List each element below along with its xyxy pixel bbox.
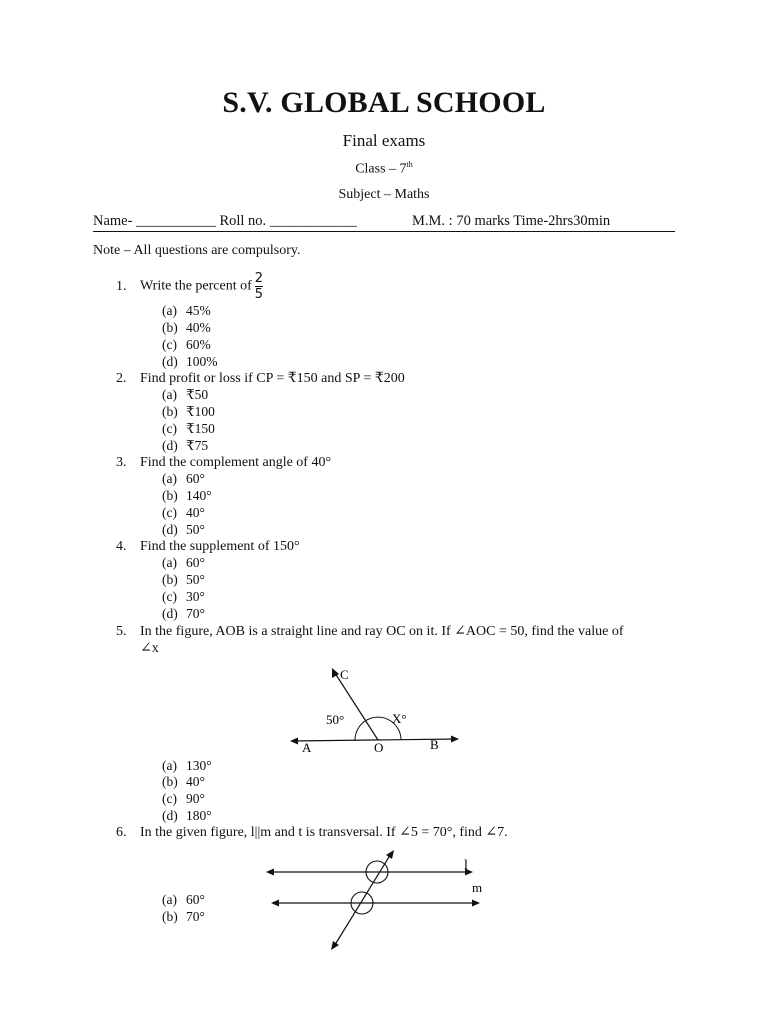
parallel-lines-figure [260,850,500,960]
fraction-denominator: 5 [254,287,264,302]
label-angle-x: X° [392,711,407,726]
option-text: ₹50 [186,387,209,402]
fraction-numerator: 2 [254,271,264,286]
option-label: (b) [162,909,178,924]
option-text: 40% [186,320,211,335]
option-text: 45% [186,303,211,318]
option-label: (b) [162,320,178,335]
option-label: (c) [162,589,177,604]
question-3 [116,455,331,471]
question-text: Find profit or loss if CP = ₹150 and SP = ₹200 [140,371,405,386]
question-text: Write the percent of [140,278,252,294]
option-label: (c) [162,421,177,436]
option-label: (c) [162,337,177,352]
fraction [255,271,263,302]
option-4d[interactable] [162,606,205,622]
label-angle-50: 50° [326,712,345,727]
option-text: 90° [186,791,205,806]
option-label: (a) [162,758,177,773]
transversal-t [333,852,392,948]
option-label: (b) [162,572,178,587]
class-line [0,160,768,178]
label-b: B [430,737,439,752]
arrowhead-m-left [271,900,279,907]
header-rule [93,231,675,232]
option-label: (a) [162,555,177,570]
option-4b[interactable] [162,572,205,588]
option-4a[interactable] [162,555,205,571]
label-l: l [464,858,468,873]
option-label: (d) [162,808,178,823]
option-text: 70° [186,606,205,621]
option-2c[interactable] [162,421,215,437]
option-text: 30° [186,589,205,604]
label-o: O [374,740,384,755]
option-text: 60% [186,337,211,352]
question-2 [116,370,405,387]
label-a: A [302,740,312,755]
angle-figure [280,660,480,760]
angle-arc-left [355,721,366,740]
option-5b[interactable] [162,774,205,790]
option-label: (b) [162,488,178,503]
arrowhead-l-left [266,869,274,876]
option-label: (b) [162,774,178,789]
option-label: (d) [162,606,178,621]
marks-time-line: M.M. : 70 marks Time-2hrs30min [412,213,611,229]
option-label: (a) [162,471,177,486]
option-text: 140° [186,488,212,503]
option-1d[interactable] [162,354,218,370]
question-5 [116,623,623,640]
option-text: 50° [186,572,205,587]
arrowhead-left [290,738,298,745]
option-text: 60° [186,892,205,907]
option-2a[interactable] [162,387,208,403]
option-text: ₹150 [186,421,215,436]
option-label: (b) [162,404,178,419]
option-text: ₹100 [186,404,215,419]
option-text: 60° [186,471,205,486]
question-1 [116,271,263,302]
question-5-continued: ∠x [140,641,159,656]
question-number: 3. [116,455,127,470]
option-5c[interactable] [162,791,205,807]
option-text: 100% [186,354,218,369]
arrowhead-right [451,736,459,743]
option-label: (c) [162,505,177,520]
option-text: 50° [186,522,205,537]
question-text: Find the complement angle of 40° [140,455,332,470]
question-number: 6. [116,825,127,840]
option-label: (d) [162,522,178,537]
option-3a[interactable] [162,471,205,487]
exam-title: Final exams [342,131,426,150]
class-text: Class – 7 [355,161,407,177]
question-number: 4. [116,539,127,554]
option-label: (d) [162,354,178,369]
arrowhead-t-top [386,850,394,859]
option-label: (c) [162,791,177,806]
option-text: 60° [186,555,205,570]
note: Note – All questions are compulsory. [93,243,301,258]
option-1c[interactable] [162,337,211,353]
question-text: In the figure, AOB is a straight line and ray OC on it. If ∠AOC = 50, find the value of [140,624,624,639]
question-4 [116,539,300,555]
arrowhead-t-bottom [331,941,339,950]
arrowhead-c [332,668,339,678]
option-2d[interactable] [162,438,208,454]
option-2b[interactable] [162,404,215,420]
option-label: (a) [162,892,177,907]
option-5d[interactable] [162,808,212,824]
option-label: (a) [162,387,177,402]
question-number: 2. [116,371,127,386]
question-text: In the given figure, l||m and t is transversal. If ∠5 = 70°, find ∠7. [140,825,508,840]
school-name: S.V. GLOBAL SCHOOL [222,86,546,119]
option-4c[interactable] [162,589,205,605]
question-6 [116,824,508,841]
option-5a[interactable] [162,758,212,774]
class-superscript: th [406,160,413,169]
label-c: C [340,667,349,682]
option-1b[interactable] [162,320,211,336]
option-label: (a) [162,303,177,318]
option-text: ₹75 [186,438,209,453]
option-1a[interactable] [162,303,211,319]
option-3d[interactable] [162,522,205,538]
option-6a[interactable] [162,892,205,908]
option-text: 70° [186,909,205,924]
question-number: 5. [116,624,127,639]
label-m: m [472,880,483,895]
question-text: Find the supplement of 150° [140,539,300,554]
name-roll-line: Name- ___________ Roll no. ____________ [93,213,357,229]
option-3c[interactable] [162,505,205,521]
option-text: 40° [186,774,205,789]
option-text: 180° [186,808,212,823]
option-6b[interactable] [162,909,205,925]
option-text: 130° [186,758,212,773]
subject-line: Subject – Maths [338,187,430,202]
option-3b[interactable] [162,488,212,504]
option-text: 40° [186,505,205,520]
question-number: 1. [116,278,127,294]
arrowhead-m-right [472,900,480,907]
option-label: (d) [162,438,178,453]
